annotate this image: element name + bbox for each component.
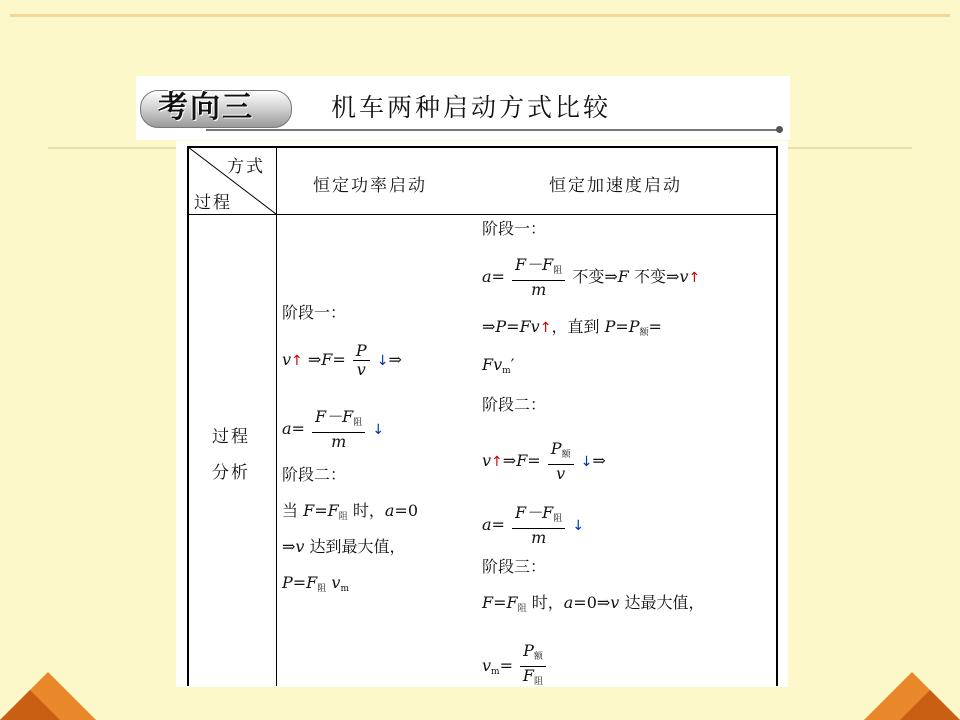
c1-line-3: 当 $F=F_阻$ 时，a=0 (282, 501, 418, 522)
c1-equation-2: a= $\frac{F-F_阻}{m}$ ↓ (282, 407, 385, 451)
corner-decoration-right-inner (900, 690, 960, 720)
c2-equation-6: $F=F_阻$ 时，a=0⇒v 达最大值， (482, 593, 705, 614)
table-col-divider-1 (276, 146, 277, 686)
top-rule (10, 14, 950, 17)
title-underline-dot (776, 126, 783, 133)
header-constant-power: 恒定功率启动 (313, 176, 427, 196)
c1-line-4: ⇒v 达到最大值， (282, 537, 406, 556)
c2-stage1-label: 阶段一： (482, 219, 547, 238)
diag-header-bottom: 过程 (194, 193, 232, 213)
table-border-left (187, 146, 189, 686)
c2-stage3-label: 阶段三： (482, 557, 547, 576)
title-badge-text: 考向三 (158, 90, 254, 125)
c2-equation-7: $v_m=$ $\frac{P_额}{F_阻}$ (482, 642, 548, 691)
slide-title: 机车两种启动方式比较 (331, 93, 612, 122)
corner-decoration-left-inner (0, 690, 60, 720)
title-underline (206, 129, 781, 131)
c2-equation-1: a= $\frac{F-F_阻}{m}$ 不变⇒F 不变⇒v↑ (482, 255, 701, 299)
c2-equation-2: ⇒P=Fv↑，直到 $P=P_额=$ (482, 317, 662, 338)
c1-line-5: $P=F_阻$ $v_m$ (282, 573, 349, 594)
header-constant-acceleration: 恒定加速度启动 (549, 176, 682, 196)
c2-stage2-label: 阶段二： (482, 395, 547, 414)
c2-equation-4: v↑⇒F= $\frac{P_额}{v}$ ↓⇒ (482, 439, 606, 483)
c1-equation-1: v↑ ⇒F= $\frac{P}{v}$ ↓⇒ (282, 341, 402, 379)
c1-stage2-label: 阶段二： (282, 465, 347, 484)
row-label-line1: 过程 (212, 427, 250, 447)
diag-header-top: 方式 (227, 157, 265, 177)
table-border-right (776, 146, 778, 686)
row-label-line2: 分析 (212, 463, 250, 483)
title-banner (136, 76, 790, 140)
c2-equation-5: a= $\frac{F-F_阻}{m}$ ↓ (482, 503, 585, 547)
c1-stage1-label: 阶段一： (282, 303, 347, 322)
c2-equation-3: $Fv_m'$ (482, 355, 515, 376)
